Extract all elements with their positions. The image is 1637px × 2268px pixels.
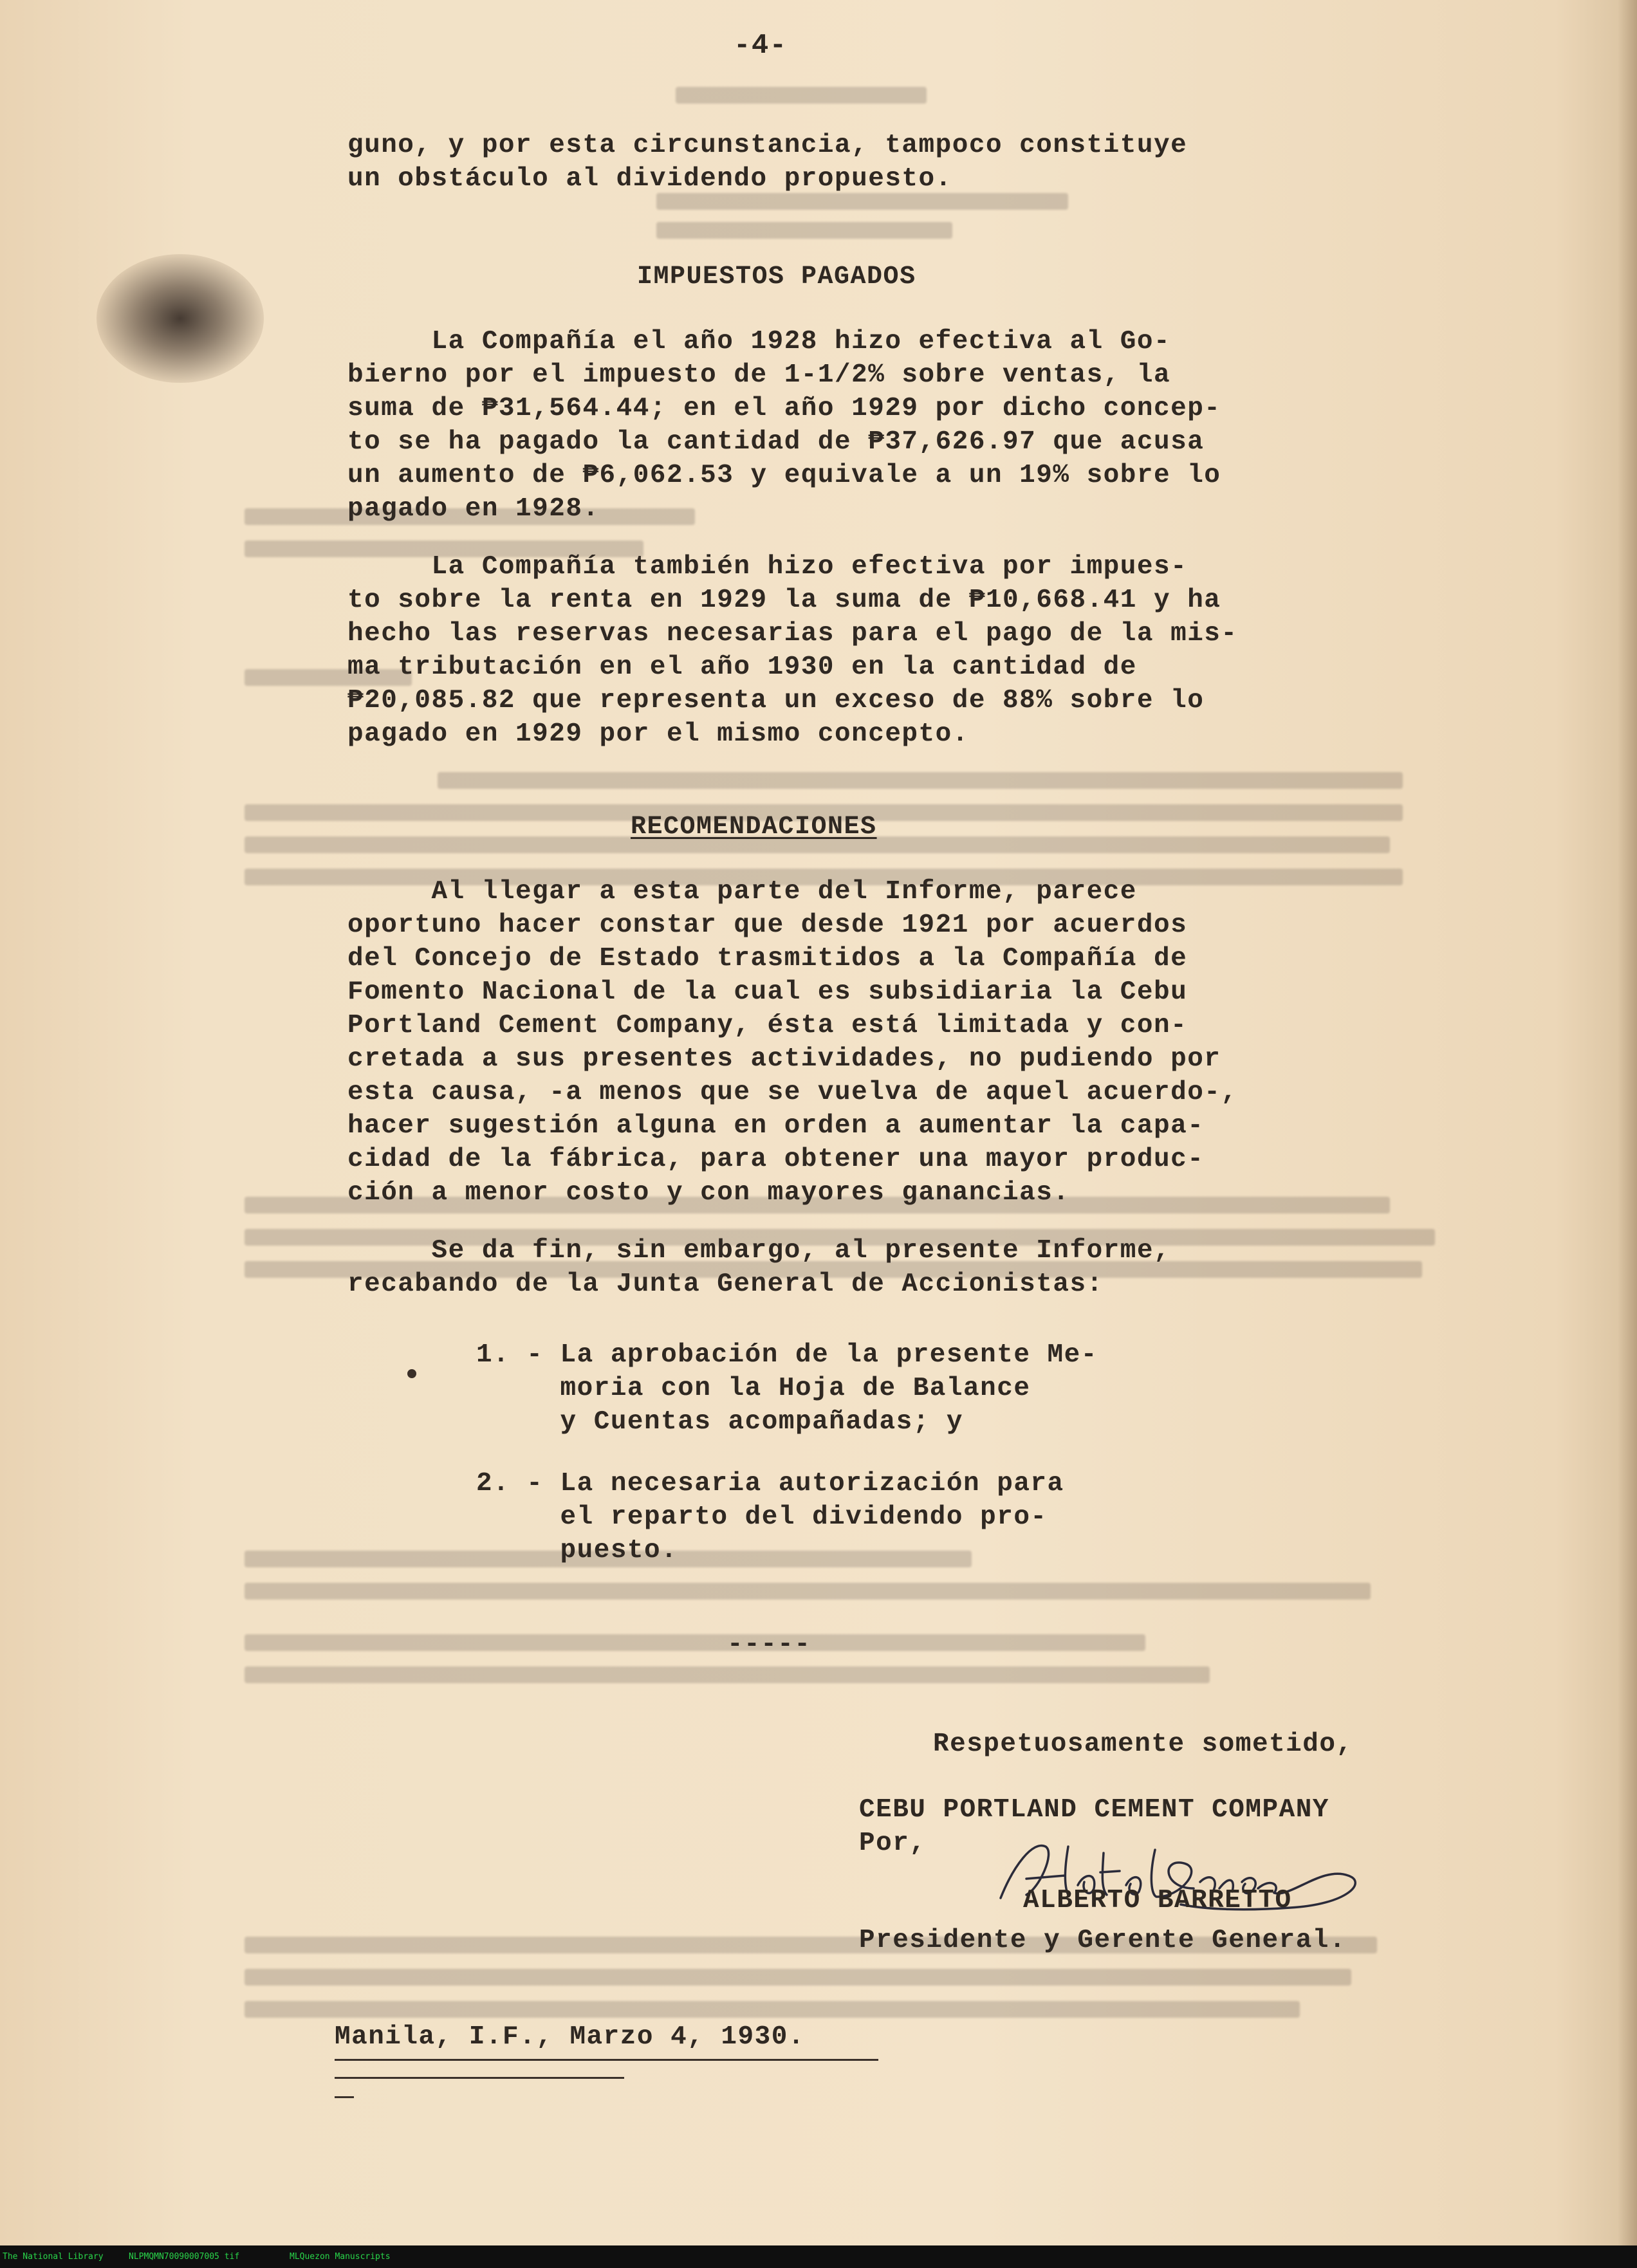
paragraph-line: to se ha pagado la cantidad de ₱37,626.97 que acusa <box>347 427 1205 457</box>
paragraph-line: suma de ₱31,564.44; en el año 1929 por dicho concep- <box>347 394 1221 423</box>
archive-footer <box>0 2245 1637 2268</box>
paragraph-line: bierno por el impuesto de 1-1/2% sobre ventas, la <box>347 360 1171 390</box>
section-heading-taxes: IMPUESTOS PAGADOS <box>637 263 916 291</box>
paragraph-line: Al llegar a esta parte del Informe, parece <box>347 877 1137 907</box>
list-item-line: moria con la Hoja de Balance <box>476 1374 1031 1403</box>
underline-rule <box>335 2077 624 2079</box>
underline-rule <box>335 2096 354 2098</box>
opening-line-2: un obstáculo al dividendo propuesto. <box>347 164 952 194</box>
paragraph-line: Se da fin, sin embargo, al presente Informe, <box>347 1236 1171 1266</box>
paragraph-line: ción a menor costo y con mayores ganancias. <box>347 1178 1070 1208</box>
separator-dashes: ----- <box>727 1630 811 1659</box>
paragraph-line: ₱20,085.82 que representa un exceso de 88% sobre lo <box>347 686 1205 715</box>
paragraph-line: oportuno hacer constar que desde 1921 por acuerdos <box>347 910 1188 940</box>
paragraph-line: cidad de la fábrica, para obtener una mayor produc- <box>347 1145 1205 1174</box>
paragraph-line: hecho las reservas necesarias para el pago de la mis- <box>347 619 1238 649</box>
por-label: Por, <box>859 1829 927 1858</box>
binding-edge <box>1618 0 1637 2245</box>
page-number: -4- <box>734 30 788 62</box>
footer-collection: MLQuezon Manuscripts <box>290 2252 391 2262</box>
paragraph-line: del Concejo de Estado trasmitidos a la Compañía de <box>347 944 1188 973</box>
paragraph-line: La Compañía también hizo efectiva por impues- <box>347 552 1188 582</box>
paragraph-line: esta causa, -a menos que se vuelva de aquel acuerdo-, <box>347 1078 1238 1107</box>
paragraph-line: ma tributación en el año 1930 en la cantidad de <box>347 652 1137 682</box>
paragraph-line: to sobre la renta en 1929 la suma de ₱10,668.41 y ha <box>347 585 1221 615</box>
ink-dot <box>407 1369 416 1378</box>
paragraph-line: La Compañía el año 1928 hizo efectiva al Go- <box>347 327 1171 356</box>
closing-salutation: Respetuosamente sometido, <box>933 1729 1353 1759</box>
place-date: Manila, I.F., Marzo 4, 1930. <box>335 2022 805 2052</box>
footer-file-id: NLPMQMN70090007005 tif <box>129 2252 240 2262</box>
ink-stain <box>97 254 264 383</box>
paragraph-line: hacer sugestión alguna en orden a aumentar la capa- <box>347 1111 1205 1141</box>
footer-library: The National Library <box>3 2252 104 2262</box>
paragraph-line: recabando de la Junta General de Accionistas: <box>347 1269 1104 1299</box>
paragraph-line: Portland Cement Company, ésta está limitada y con- <box>347 1011 1188 1040</box>
signer-title: Presidente y Gerente General. <box>859 1926 1347 1955</box>
paragraph-line: Fomento Nacional de la cual es subsidiaria la Cebu <box>347 977 1188 1007</box>
list-item-line: el reparto del dividendo pro- <box>476 1502 1048 1532</box>
paragraph-line: un aumento de ₱6,062.53 y equivale a un 19% sobre lo <box>347 461 1221 490</box>
section-heading-recommendations: RECOMENDACIONES <box>631 813 877 842</box>
list-item-line: puesto. <box>476 1536 678 1565</box>
list-item-line: y Cuentas acompañadas; y <box>476 1407 964 1437</box>
signer-name: ALBERTO BARRETTO <box>1023 1886 1292 1915</box>
underline-rule <box>335 2059 878 2061</box>
list-item-line: 2. - La necesaria autorización para <box>476 1469 1064 1498</box>
paragraph-line: pagado en 1928. <box>347 494 600 524</box>
list-item-line: 1. - La aprobación de la presente Me- <box>476 1340 1098 1370</box>
paragraph-line: cretada a sus presentes actividades, no pudiendo por <box>347 1044 1221 1074</box>
opening-line-1: guno, y por esta circunstancia, tampoco constituye <box>347 131 1188 160</box>
paragraph-line: pagado en 1929 por el mismo concepto. <box>347 719 969 749</box>
company-name: CEBU PORTLAND CEMENT COMPANY <box>859 1795 1329 1825</box>
